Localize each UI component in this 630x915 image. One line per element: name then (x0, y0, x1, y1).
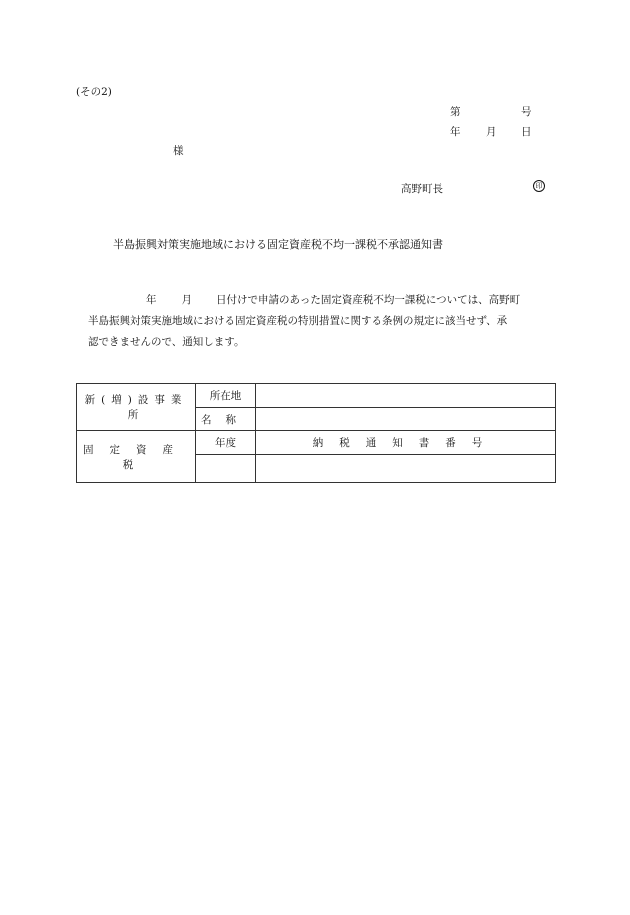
sender-name: 高野町長 (401, 183, 443, 195)
body-year: 年 (146, 294, 157, 306)
tax-label: 固定資産税 (77, 431, 196, 483)
form-number: (その2) (76, 86, 112, 98)
date-year: 年 (450, 126, 461, 138)
table-row (77, 431, 556, 455)
addressee-honorific: 様 (173, 145, 184, 157)
notice-number-label: 納税通知書番号 (256, 431, 556, 455)
info-table (76, 383, 556, 483)
fiscal-year-value (196, 455, 256, 483)
body-line-1-text: 日付けで申請のあった固定資産税不均一課税については、高野町 (216, 294, 521, 306)
date-month: 月 (486, 126, 497, 138)
document-number-suffix: 号 (521, 106, 532, 118)
facility-label: 新(増)設事業所 (77, 384, 196, 431)
notice-number-value (256, 455, 556, 483)
body-month: 月 (181, 294, 192, 306)
location-label: 所在地 (196, 384, 256, 408)
fiscal-year-label: 年度 (196, 431, 256, 455)
body-text (88, 290, 568, 353)
seal-mark: 印 (533, 180, 545, 192)
body-line-2: 半島振興対策実施地域における固定資産税の特別措置に関する条例の規定に該当せず、承 (88, 315, 508, 327)
date-day: 日 (521, 126, 532, 138)
table-row (77, 384, 556, 408)
body-line-1 (88, 290, 568, 311)
location-value (256, 384, 556, 408)
name-label: 名称 (196, 408, 256, 431)
body-line-3: 認できませんので、通知します。 (88, 336, 245, 348)
name-value (256, 408, 556, 431)
document-number-prefix: 第 (450, 106, 461, 118)
document-title: 半島振興対策実施地域における固定資産税不均一課税不承認通知書 (113, 238, 443, 251)
